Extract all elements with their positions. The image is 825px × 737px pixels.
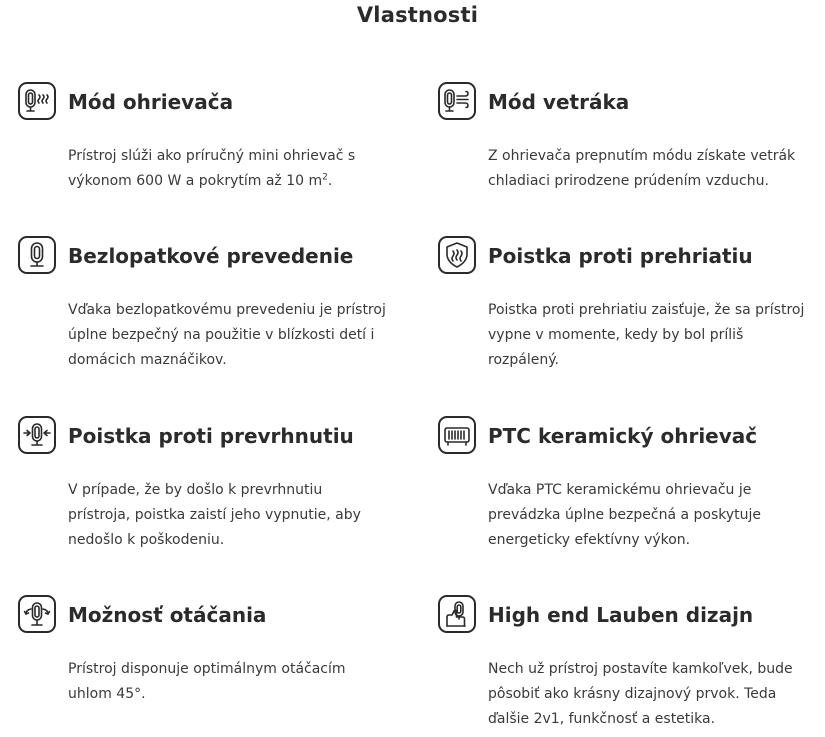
feature-title: Možnosť otáčania	[68, 603, 267, 627]
feature-title: Poistka proti prehriatiu	[488, 244, 753, 268]
tip-over-icon	[18, 416, 56, 454]
feature-title: Mód ohrievača	[68, 90, 234, 114]
feature-title: PTC keramický ohrievač	[488, 424, 758, 448]
heater-wave-icon	[18, 82, 56, 120]
feature-description: Prístroj slúži ako príručný mini ohrievač s výkonom 600 W a pokrytím až 10 $m^2$.	[68, 148, 356, 189]
feature-description: Nech už prístroj postavíte kamkoľvek, bude pôsobiť ako krásny dizajnový prvok. Teda ďalšie 2v1, funkčnosť a estetika.	[488, 661, 793, 727]
ptc-ceramic-icon	[438, 416, 476, 454]
superscript: 2	[322, 172, 328, 183]
design-hand-icon	[438, 595, 476, 633]
feature-description: Vďaka PTC keramickému ohrievaču je prevádzka úplne bezpečná a poskytuje energeticky efektívny výkon.	[488, 482, 762, 548]
feature-description: Vďaka bezlopatkovému prevedeniu je prístroj úplne bezpečný na použitie v blízkosti detí i domácich maznáčikov.	[68, 302, 386, 368]
feature-description: Prístroj disponuje optimálnym otáčacím uhlom 45°.	[68, 661, 346, 702]
feature-description: V prípade, že by došlo k prevrhnutiu prístroja, poistka zaistí jeho vypnutie, aby nedošlo k poškodeniu.	[68, 482, 361, 548]
bladeless-fan-icon	[18, 236, 56, 274]
feature-title: High end Lauben dizajn	[488, 603, 754, 627]
feature-description: Poistka proti prehriatiu zaisťuje, že sa prístroj vypne v momente, kedy by bol príliš rozpálený.	[488, 302, 805, 368]
feature-title: Mód vetráka	[488, 90, 630, 114]
feature-description: Z ohrievača prepnutím módu získate vetrák chladiaci prirodzene prúdením vzduchu.	[488, 148, 796, 189]
fan-airflow-icon	[438, 82, 476, 120]
rotation-icon	[18, 595, 56, 633]
feature-title: Bezlopatkové prevedenie	[68, 244, 354, 268]
feature-title: Poistka proti prevrhnutiu	[68, 424, 354, 448]
page-title: Vlastnosti	[356, 3, 479, 27]
overheat-shield-icon	[438, 236, 476, 274]
